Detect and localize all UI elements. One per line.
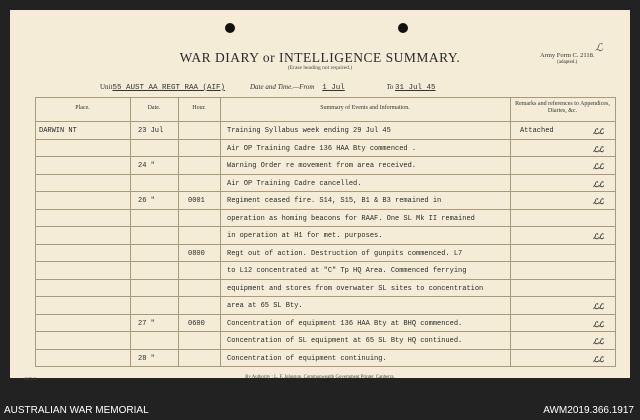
page-subtitle: (Erase heading not required.) — [287, 65, 353, 71]
summary-cell: Training Syllabus week ending 29 Jul 45 — [227, 127, 391, 135]
row-rule — [35, 349, 615, 350]
initials-mark: ℒℒ — [593, 337, 604, 346]
summary-cell: operation as homing beacons for RAAF. One SL Mk II remained — [227, 214, 475, 223]
summary-cell: Regt out of action. Destruction of gunpits commenced. L7 — [227, 249, 463, 258]
date-line — [250, 83, 436, 92]
row-rule — [35, 156, 615, 157]
column-rule — [130, 97, 131, 367]
column-rule — [178, 97, 179, 367]
row-rule — [35, 314, 615, 315]
form-ref-text: Army Form C. 2118. — [540, 52, 595, 59]
col-header-date: Date. — [147, 105, 161, 111]
form-reference — [540, 52, 594, 66]
date-cell: 24 " — [138, 162, 155, 170]
form-number: 1971.5 — [24, 376, 37, 381]
page-title: WAR DIARY or INTELLIGENCE SUMMARY. — [179, 50, 461, 65]
summary-cell: Concentration of equipment 136 HAA Bty at BHQ commenced. — [227, 319, 463, 328]
col-header-remarks: Remarks and references to Appendices, Diaries, &c. — [515, 101, 610, 114]
summary-cell: in operation at H1 for met. purposes. — [227, 232, 383, 240]
summary-cell: Air OP Training Cadre cancelled. — [227, 179, 362, 188]
hour-cell: 0001 — [188, 197, 205, 205]
row-rule — [35, 174, 615, 175]
summary-cell: Air OP Training Cadre 136 HAA Bty commenced . — [227, 144, 417, 153]
row-rule — [35, 261, 615, 262]
place-cell: DARWIN NT — [39, 127, 77, 135]
col-header-place: Place. — [75, 105, 90, 111]
row-rule — [35, 226, 615, 227]
unit-line — [100, 83, 225, 92]
hour-cell: 0800 — [188, 249, 205, 258]
hour-cell: 0600 — [188, 319, 205, 328]
archive-caption: AUSTRALIAN WAR MEMORIAL — [4, 405, 149, 416]
row-rule — [35, 191, 615, 192]
header-rule — [35, 121, 615, 122]
column-rule — [220, 97, 221, 367]
initials-mark: ℒℒ — [593, 354, 604, 364]
date-cell: 23 Jul — [138, 127, 164, 135]
row-rule — [35, 366, 615, 367]
initials-mark: ℒℒ — [593, 232, 604, 241]
row-rule — [35, 139, 615, 140]
row-rule — [35, 209, 615, 210]
summary-cell: Regiment ceased fire. S14, S15, B1 & B3 remained in — [227, 197, 442, 205]
diary-table — [35, 97, 615, 367]
archive-reference: AWM2019.366.1917 — [543, 405, 634, 416]
punch-hole-left — [225, 23, 235, 33]
initials-mark: ℒℒ — [593, 319, 604, 329]
date-cell: 28 " — [138, 354, 155, 363]
column-rule — [615, 97, 616, 367]
unit-value: 55 AUST AA REGT RAA (AIF) — [112, 84, 225, 92]
summary-cell: to L12 concentrated at "C" Tp HQ Area. Commenced ferrying — [227, 267, 467, 275]
date-from: 1 Jul — [322, 84, 345, 92]
row-rule — [35, 244, 615, 245]
summary-cell: area at 65 SL Bty. — [227, 302, 303, 310]
remarks-cell: Attached — [520, 127, 554, 135]
form-adapted-text: (adapted.) — [557, 60, 578, 65]
date-to: 31 Jul 45 — [395, 84, 436, 92]
sign-mark: ℒ — [595, 42, 603, 54]
initials-mark: ℒℒ — [593, 127, 604, 136]
date-cell: 26 " — [138, 197, 155, 205]
date-label: Date and Time.—From — [250, 83, 315, 91]
initials-mark: ℒℒ — [593, 302, 604, 311]
summary-cell: Concentration of equipment continuing. — [227, 354, 387, 363]
diary-sheet — [10, 10, 630, 381]
printer-imprint: By Authority : L. F. Johnston, Commonwealth Government Printer, Canberra. — [245, 375, 395, 380]
initials-mark: ℒℒ — [593, 162, 604, 171]
column-rule — [510, 97, 511, 367]
row-rule — [35, 279, 615, 280]
date-to-label: To — [386, 83, 394, 91]
summary-cell: Warning Order re movement from area received. — [227, 162, 417, 170]
col-header-hour: Hour. — [192, 105, 206, 111]
unit-label: Unit — [100, 83, 113, 91]
date-cell: 27 " — [138, 319, 155, 328]
summary-cell: equipment and stores from overwater SL sites to concentration — [227, 284, 484, 293]
row-rule — [35, 331, 615, 332]
col-header-summary: Summary of Events and Information. — [320, 105, 410, 111]
row-rule — [35, 296, 615, 297]
punch-hole-right — [398, 23, 408, 33]
table-top-rule — [35, 97, 615, 98]
column-rule — [35, 97, 36, 367]
initials-mark: ℒℒ — [593, 197, 604, 206]
initials-mark: ℒℒ — [593, 144, 604, 154]
summary-cell: Concentration of SL equipment at 65 SL Bty HQ continued. — [227, 337, 463, 345]
initials-mark: ℒℒ — [593, 179, 604, 189]
